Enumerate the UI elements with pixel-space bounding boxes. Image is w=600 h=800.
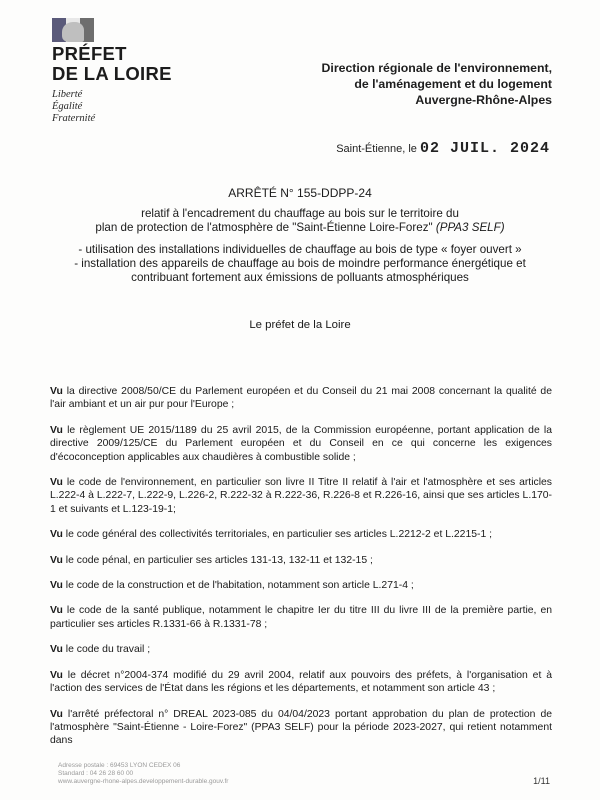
vu-keyword: Vu [50, 644, 63, 656]
vu-paragraph [50, 708, 552, 748]
vu-text: l'arrêté préfectoral n° DREAL 2023-085 du 04/04/2023 portant approbation du plan de protection de l'atmosphère "Saint-Étienne - Loire-Forez" (PPA3 SELF) pour la période 2023-2027, qui retient notamment dans [50, 708, 552, 747]
vu-text: le règlement UE 2015/1189 du 25 avril 2015, de la Commission européenne, portant application de la directive 2009/125/CE du Parlement européen et du Conseil en ce qui concerne les exigences d'écoconception applicables aux chaudières à combustible solide ; [50, 424, 552, 463]
direction-line-3: Auvergne-Rhône-Alpes [415, 93, 552, 107]
arrete-subject [0, 207, 600, 235]
prefecture-logo [52, 18, 172, 125]
vu-paragraph [50, 669, 552, 696]
subject-line-1: relatif à l'encadrement du chauffage au bois sur le territoire du [141, 207, 459, 220]
motto-fraternite: Fraternité [52, 113, 96, 124]
issuing-direction [322, 60, 552, 108]
vu-text: le décret n°2004-374 modifié du 29 avril 2004, relatif aux pouvoirs des préfets, à l'organisation et à l'action des services de l'État dans les régions et les départements, et notamment son article 43 ; [50, 669, 552, 695]
vu-text: le code de la construction et de l'habitation, notamment son article L.271-4 ; [62, 580, 414, 592]
vu-paragraph [50, 643, 552, 656]
object-line-1: - utilisation des installations individuelles de chauffage au bois de type « foyer ouvert » [78, 243, 522, 256]
vu-keyword: Vu [50, 708, 63, 720]
vu-paragraph [50, 476, 552, 516]
footer-contact [58, 762, 228, 786]
signatory-intro: Le préfet de la Loire [249, 319, 351, 331]
object-line-2: - installation des appareils de chauffage au bois de moindre performance énergétique et [74, 257, 526, 270]
vu-keyword: Vu [50, 605, 63, 617]
vu-paragraph [50, 579, 552, 592]
subject-line-2-text: plan de protection de l'atmosphère de "Saint-Étienne Loire-Forez" [95, 221, 433, 234]
vu-text: le code de l'environnement, en particulier son livre II Titre II relatif à l'air et l'atmosphère et ses articles L.222-4 à L.222-7, L.222-9, L.226-2, R.222-32 à R.222-36, R.226-8 et R.226-16, ainsi que ses articles L.170-1 et suivants et L.123-19-1; [50, 477, 552, 515]
motto [52, 89, 172, 125]
vu-keyword: Vu [50, 477, 63, 489]
footer-website: www.auvergne-rhone-alpes.developpement-durable.gouv.fr [58, 778, 229, 785]
vu-paragraph [50, 554, 552, 567]
vu-keyword: Vu [50, 529, 63, 541]
motto-egalite: Égalité [52, 101, 83, 112]
page-number: 1/11 [533, 776, 550, 786]
footer-phone: Standard : 04 26 28 60 00 [58, 770, 134, 777]
document-date [336, 140, 550, 157]
vu-paragraph [50, 604, 552, 631]
logo-title [52, 44, 172, 84]
vu-text: le code de la santé publique, notamment le chapitre Ier du titre III du livre III de la première partie, en particulier ses articles R.1331-66 à R.1331-78 ; [50, 605, 552, 630]
vu-keyword: Vu [50, 386, 63, 397]
motto-liberte: Liberté [52, 89, 83, 100]
direction-line-2: de l'aménagement et du logement [354, 77, 552, 91]
vu-text: le code du travail ; [62, 644, 151, 656]
footer-address: Adresse postale : 69453 LYON CEDEX 06 [58, 762, 181, 769]
date-stamp: 02 JUIL. 2024 [419, 140, 550, 157]
vu-paragraph [50, 424, 552, 464]
subject-ppa: (PPA3 SELF) [435, 221, 505, 234]
logo-line-1: PRÉFET [52, 43, 127, 64]
vu-text: la directive 2008/50/CE du Parlement européen et du Conseil du 21 mai 2008 concernant la qualité de l'air ambiant et un air pur pour l'Europe ; [50, 386, 552, 411]
arrete-number: ARRÊTÉ N° 155-DDPP-24 [228, 186, 372, 200]
logo-line-2: DE LA LOIRE [52, 63, 172, 84]
vu-text: le code général des collectivités territoriales, en particulier ses articles L.2212-2 et L.2215-1 ; [62, 529, 493, 541]
subject-line-2 [0, 221, 600, 235]
vu-keyword: Vu [50, 580, 63, 592]
object-line-3: contribuant fortement aux émissions de polluants atmosphériques [131, 271, 469, 284]
vu-keyword: Vu [50, 424, 63, 436]
vu-keyword: Vu [50, 669, 63, 681]
vu-paragraph [50, 528, 552, 541]
considerants-list [50, 385, 552, 760]
marianne-emblem-icon [52, 18, 94, 42]
direction-line-1: Direction régionale de l'environnement, [321, 61, 552, 75]
date-place: Saint-Étienne, le [336, 143, 417, 155]
vu-keyword: Vu [50, 554, 63, 566]
vu-paragraph [50, 385, 552, 412]
arrete-objects [0, 243, 600, 285]
vu-text: le code pénal, en particulier ses articles 131-13, 132-11 et 132-15 ; [62, 554, 373, 566]
